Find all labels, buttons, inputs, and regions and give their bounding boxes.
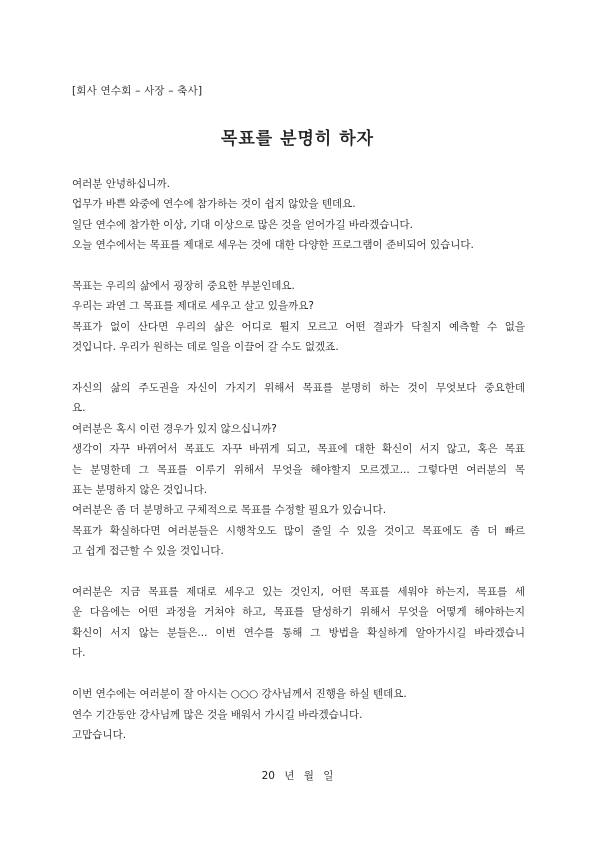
body-line: 것입니다. 우리가 원하는 데로 일을 이끌어 갈 수도 없겠죠. [72,341,339,354]
body-line: 여러분은 지금 목표를 제대로 세우고 있는 것인지, 어떤 목표를 세워야 하는지, 목표를 세 [72,586,525,599]
document-body [72,174,525,745]
body-line: 여러분은 혹시 이런 경우가 있지 않으십니까? [72,422,277,435]
body-line: 여러분 안녕하십니까. [72,178,170,190]
body-line: 운 다음에는 어떤 과정을 거쳐야 하고, 목표를 달성하기 위해서 무엇을 어떻게 해야하는지 [72,606,525,619]
paragraph-training [72,582,525,664]
body-line: 고 쉽게 접근할 수 있을 것입니다. [72,545,224,558]
paragraph-clarity [72,378,525,562]
body-line: 우리는 과연 그 목표를 제대로 세우고 살고 있을까요? [72,300,314,313]
document-title: 목표를 분명히 하자 [220,129,375,149]
body-line: 여러분은 좀 더 분명하고 구체적으로 목표를 수정할 필요가 있습니다. [72,504,387,517]
body-line: 연수 기간동안 강사님께 많은 것을 배워서 가시길 바라겠습니다. [72,708,363,721]
body-line: 목표가 확실하다면 여러분들은 시행착오도 많이 줄일 수 있을 것이고 목표에도 좀 더 빠르 [72,524,525,537]
paragraph-closing [72,684,525,745]
body-line: 확신이 서지 않는 분들은... 이번 연수를 통해 그 방법을 확실하게 알아가시길 바라겠습니 [72,626,525,639]
body-line: 는 분명한데 그 목표를 이루기 위해서 무엇을 해야할지 모르겠고... 그렇다면 여러분의 목 [72,463,525,476]
body-line: 다. [72,647,86,660]
body-line: 일단 연수에 참가한 이상, 기대 이상으로 많은 것을 얻어가길 바라겠습니다. [72,218,414,231]
body-line: 고맙습니다. [72,728,127,741]
body-line: 오늘 연수에서는 목표를 제대로 세우는 것에 대한 다양한 프로그램이 준비되어 있습니다. [72,239,474,252]
body-line: 업무가 바쁜 와중에 연수에 참가하는 것이 쉽지 않았을 텐데요. [72,198,356,211]
body-line: 표는 분명하지 않은 것입니다. [72,484,208,497]
body-line: 목표는 우리의 삶에서 굉장히 중요한 부분인데요. [72,280,295,293]
body-line: 요. [72,402,86,415]
body-line: 이번 연수에는 여러분이 잘 아시는 ○○○ 강사님께서 진행을 하실 텐데요. [72,688,407,701]
body-line: 자신의 삶의 주도권을 자신이 가지기 위해서 목표를 분명히 하는 것이 무엇보다 중요한데 [72,382,525,395]
body-line: 목표가 없이 산다면 우리의 삶은 어디로 튈지 모르고 어떤 결과가 닥칠지 예측할 수 없을 [72,320,525,333]
paragraph-importance [72,276,525,358]
document-header: [회사 연수회 – 사장 – 축사] [72,85,203,97]
body-line: 생각이 자꾸 바뀌어서 목표도 자꾸 바뀌게 되고, 목표에 대한 확신이 서지 않고, 혹은 목표 [72,443,525,456]
document-date: 20 년 월 일 [261,770,334,782]
paragraph-greeting [72,174,525,256]
